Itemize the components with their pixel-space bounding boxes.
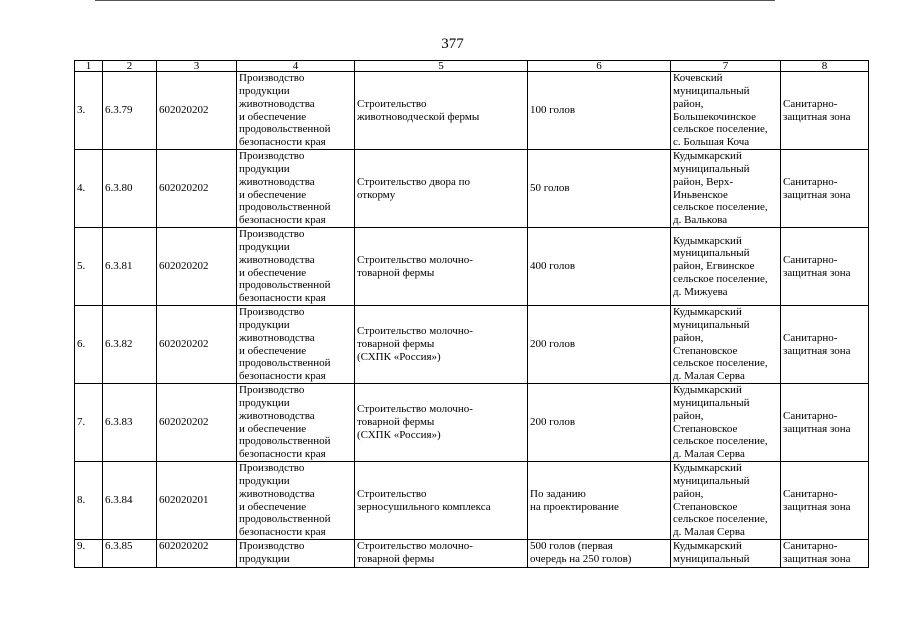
zone-cell: Санитарно- защитная зона: [781, 72, 869, 150]
top-rule: [95, 0, 775, 1]
object-code: 6.3.82: [103, 306, 157, 384]
program-code: 602020202: [157, 72, 237, 150]
object-cell: Строительство молочно- товарной фермы: [355, 540, 528, 568]
location-cell: Кудымкарский муниципальный район, Верх- Иньвенское сельское поселение, д. Валькова: [671, 150, 781, 228]
object-code: 6.3.85: [103, 540, 157, 568]
zone-cell: Санитарно- защитная зона: [781, 228, 869, 306]
zone-cell: Санитарно- защитная зона: [781, 540, 869, 568]
capacity-cell: 200 голов: [528, 306, 671, 384]
column-header-6: 6: [528, 61, 671, 72]
object-cell: Строительство молочно- товарной фермы: [355, 228, 528, 306]
object-cell: Строительство молочно- товарной фермы (СХПК «Россия»): [355, 384, 528, 462]
capacity-cell: 200 голов: [528, 384, 671, 462]
location-cell: Кудымкарский муниципальный район, Егвинское сельское поселение, д. Мижуева: [671, 228, 781, 306]
header-row: [75, 61, 869, 72]
object-cell: Строительство молочно- товарной фермы (СХПК «Россия»): [355, 306, 528, 384]
purpose-cell: Производство продукции животноводства и обеспечение продовольственной безопасности края: [237, 306, 355, 384]
column-header-4: 4: [237, 61, 355, 72]
row-number: 6.: [75, 306, 103, 384]
row-number: 4.: [75, 150, 103, 228]
program-code: 602020202: [157, 384, 237, 462]
column-header-8: 8: [781, 61, 869, 72]
program-code: 602020202: [157, 540, 237, 568]
zone-cell: Санитарно- защитная зона: [781, 462, 869, 540]
purpose-cell: Производство продукции животноводства и обеспечение продовольственной безопасности края: [237, 384, 355, 462]
zone-cell: Санитарно- защитная зона: [781, 384, 869, 462]
location-cell: Кудымкарский муниципальный район, Степановское сельское поселение, д. Малая Серва: [671, 306, 781, 384]
purpose-cell: Производство продукции животноводства и обеспечение продовольственной безопасности края: [237, 462, 355, 540]
column-header-3: 3: [157, 61, 237, 72]
location-cell: Кудымкарский муниципальный район, Степановское сельское поселение, д. Малая Серва: [671, 384, 781, 462]
object-code: 6.3.81: [103, 228, 157, 306]
program-code: 602020202: [157, 306, 237, 384]
table-row: [75, 228, 869, 306]
table-body: [75, 72, 869, 568]
column-header-5: 5: [355, 61, 528, 72]
column-header-2: 2: [103, 61, 157, 72]
table-row: [75, 72, 869, 150]
registry-table: [74, 60, 869, 568]
object-cell: Строительство двора по откорму: [355, 150, 528, 228]
capacity-cell: 400 голов: [528, 228, 671, 306]
object-code: 6.3.80: [103, 150, 157, 228]
table-row: [75, 384, 869, 462]
purpose-cell: Производство продукции животноводства и обеспечение продовольственной безопасности края: [237, 150, 355, 228]
location-cell: Кудымкарский муниципальный район, Степановское сельское поселение, д. Малая Серва: [671, 462, 781, 540]
purpose-cell: Производство продукции: [237, 540, 355, 568]
zone-cell: Санитарно- защитная зона: [781, 306, 869, 384]
row-number: 8.: [75, 462, 103, 540]
page-number: 377: [441, 36, 464, 52]
capacity-cell: 500 голов (первая очередь на 250 голов): [528, 540, 671, 568]
program-code: 602020201: [157, 462, 237, 540]
purpose-cell: Производство продукции животноводства и обеспечение продовольственной безопасности края: [237, 228, 355, 306]
capacity-cell: По заданию на проектирование: [528, 462, 671, 540]
table-header: [75, 61, 869, 72]
capacity-cell: 50 голов: [528, 150, 671, 228]
table-row: [75, 462, 869, 540]
object-code: 6.3.79: [103, 72, 157, 150]
object-code: 6.3.84: [103, 462, 157, 540]
zone-cell: Санитарно- защитная зона: [781, 150, 869, 228]
object-cell: Строительство животноводческой фермы: [355, 72, 528, 150]
object-code: 6.3.83: [103, 384, 157, 462]
object-cell: Строительство зерносушильного комплекса: [355, 462, 528, 540]
column-header-1: 1: [75, 61, 103, 72]
location-cell: Кочевский муниципальный район, Большекочинское сельское поселение, с. Большая Коча: [671, 72, 781, 150]
table-row: [75, 150, 869, 228]
row-number: 9.: [75, 540, 103, 568]
location-cell: Кудымкарский муниципальный: [671, 540, 781, 568]
table-row: [75, 306, 869, 384]
row-number: 5.: [75, 228, 103, 306]
program-code: 602020202: [157, 228, 237, 306]
column-header-7: 7: [671, 61, 781, 72]
purpose-cell: Производство продукции животноводства и обеспечение продовольственной безопасности края: [237, 72, 355, 150]
row-number: 3.: [75, 72, 103, 150]
program-code: 602020202: [157, 150, 237, 228]
table-row: [75, 540, 869, 568]
capacity-cell: 100 голов: [528, 72, 671, 150]
row-number: 7.: [75, 384, 103, 462]
